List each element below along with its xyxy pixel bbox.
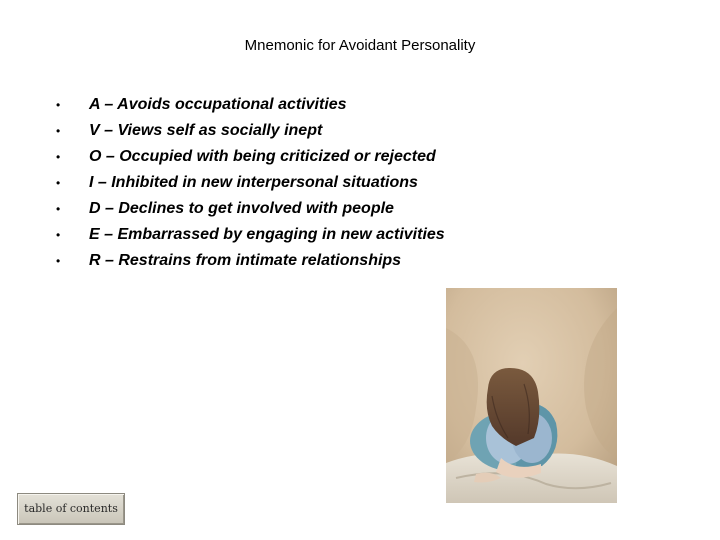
list-item-text: E – Embarrassed by engaging in new activities — [89, 226, 445, 243]
list-item-text: V – Views self as socially inept — [89, 122, 323, 139]
slide-title: Mnemonic for Avoidant Personality — [244, 37, 476, 54]
illustration-photo — [446, 288, 617, 503]
bullet-icon: • — [56, 202, 61, 216]
sad-person-illustration — [446, 288, 617, 503]
list-item-text: I – Inhibited in new interpersonal situations — [89, 174, 418, 191]
list-item-text: R – Restrains from intimate relationships — [89, 252, 402, 269]
list-item-text: A – Avoids occupational activities — [89, 96, 347, 113]
bullet-icon: • — [56, 254, 61, 268]
bullet-icon: • — [56, 98, 61, 112]
list-item-text: D – Declines to get involved with people — [89, 200, 394, 217]
list-item-text: O – Occupied with being criticized or rejected — [89, 148, 436, 165]
bullet-icon: • — [56, 124, 61, 138]
table-of-contents-button[interactable]: table of contents — [17, 493, 125, 525]
bullet-icon: • — [56, 176, 61, 190]
bullet-icon: • — [56, 150, 61, 164]
bullet-icon: • — [56, 228, 61, 242]
